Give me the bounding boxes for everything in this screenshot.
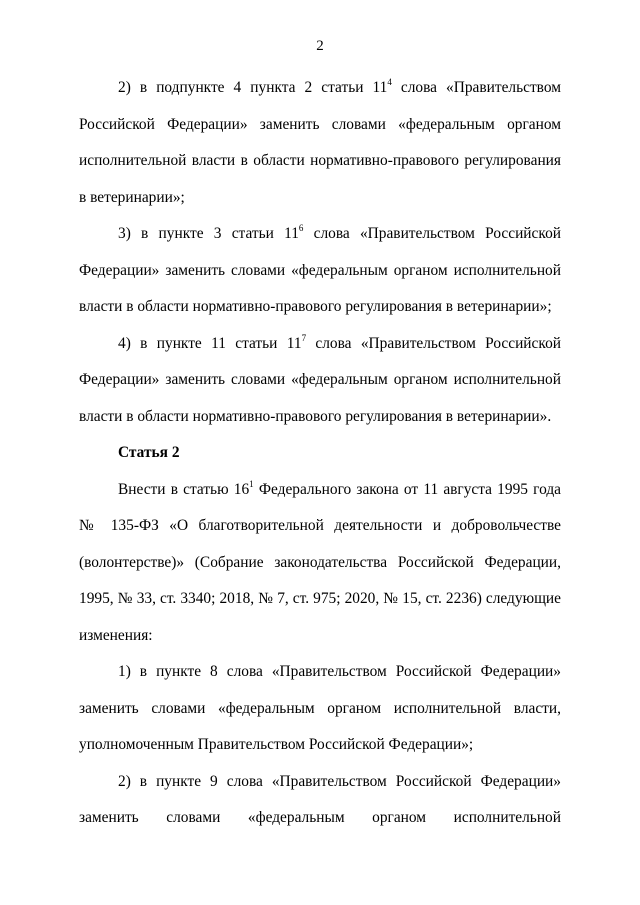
amendment-item-3-prefix: 3) в пункте 3 статьи 11: [118, 225, 299, 242]
amendment-item-2: [79, 70, 561, 216]
document-body: [79, 70, 561, 837]
amendment-item-4-text: слова «Правительством Российской Федерации» заменить словами «федеральным органом исполнительной власти в области нормативно-правового регулирования в ветеринарии».: [79, 334, 561, 425]
article-2-intro-text: Федерального закона от 11 августа 1995 года № 135-ФЗ «О благотворительной деятельности и добровольчестве (волонтерстве)» (Собрание законодательства Российской Федерации, 1995, № 33, ст. 3340; 2018, № 7, ст. 975; 2020, № 15, ст. 2236) следующие изменения:: [79, 480, 561, 644]
article-2-intro-superscript: 1: [249, 478, 254, 489]
article-2-item-2: 2) в пункте 9 слова «Правительством Российской Федерации» заменить словами «федеральным органом исполнительной: [79, 772, 561, 826]
amendment-item-2-text: слова «Правительством Российской Федерации» заменить словами «федеральным органом исполнительной власти в области нормативно-правового регулирования в ветеринарии»;: [79, 79, 561, 206]
page-number: 2: [316, 38, 324, 54]
amendment-item-2-superscript: 4: [387, 77, 392, 87]
amendment-item-4-prefix: 4) в пункте 11 статьи 11: [118, 334, 302, 352]
amendment-item-4-superscript: 7: [301, 332, 307, 343]
amendment-item-3-superscript: 6: [298, 223, 304, 233]
article-2-intro: [79, 472, 561, 655]
article-2-item-1: 1) в пункте 8 слова «Правительством Российской Федерации» заменить словами «федеральным органом исполнительной власти, уполномоченным Правительством Российской Федерации»;: [79, 663, 561, 753]
article-2-heading: Статья 2: [118, 444, 180, 461]
article-2-intro-prefix: Внести в статью 16: [118, 480, 250, 498]
amendment-item-3-text: слова «Правительством Российской Федерации» заменить словами «федеральным органом исполнительной власти в области нормативно-правового регулирования в ветеринарии»;: [79, 225, 561, 315]
amendment-item-3: [79, 216, 561, 326]
amendment-item-2-prefix: 2) в подпункте 4 пункта 2 статьи 11: [118, 79, 388, 96]
amendment-item-4: [79, 326, 561, 436]
